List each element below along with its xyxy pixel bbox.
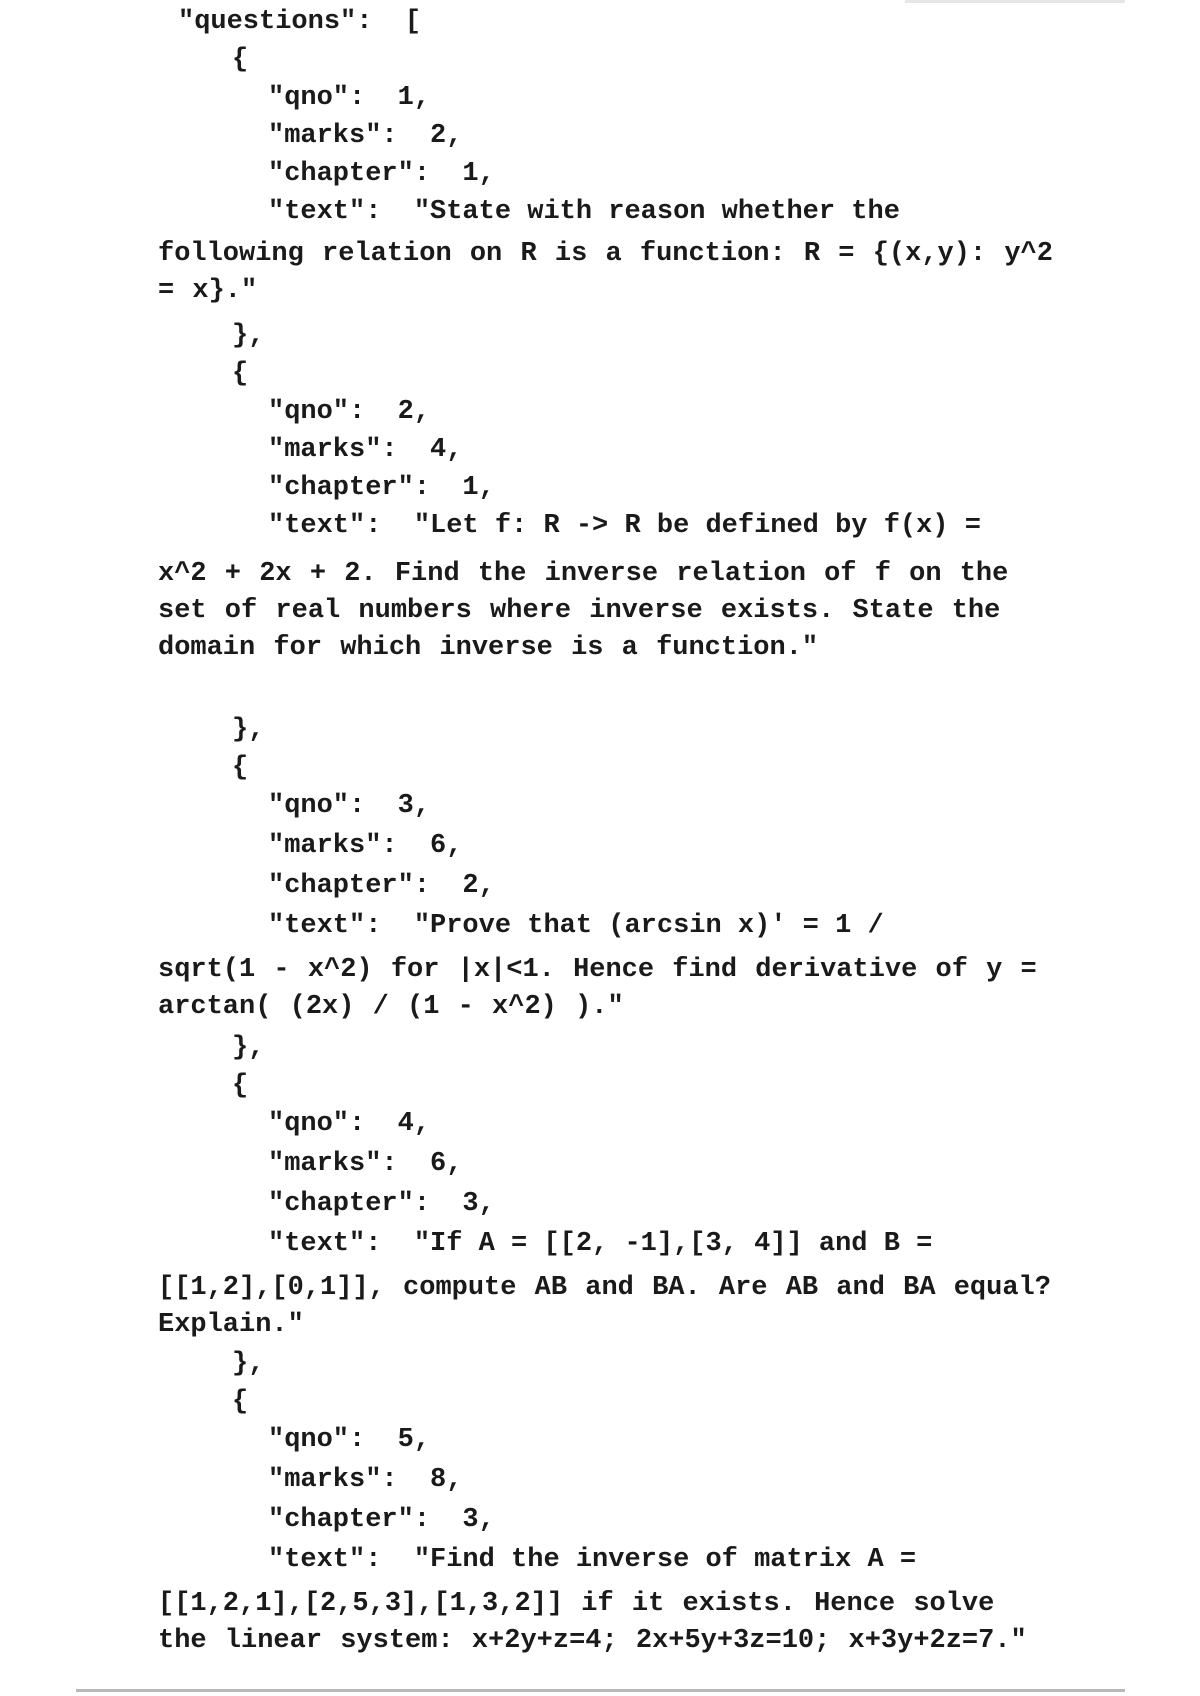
question-text: following relation on R is a function: R = {(x,y): y^2 = x}." bbox=[158, 239, 1053, 306]
marks-line: "marks": 6, bbox=[268, 1149, 463, 1179]
question-text: [[1,2],[0,1]], compute AB and BA. Are AB and BA equal? Explain." bbox=[158, 1273, 1051, 1340]
text-line-start: "text": "Prove that (arcsin x)' = 1 / bbox=[268, 911, 884, 941]
chapter-line: "chapter": 3, bbox=[268, 1505, 495, 1535]
text-line-start: "text": "State with reason whether the bbox=[268, 197, 900, 227]
qno-line: "qno": 1, bbox=[268, 83, 431, 113]
chapter-line: "chapter": 2, bbox=[268, 871, 495, 901]
close-brace: }, bbox=[232, 1033, 265, 1063]
question-text: [[1,2,1],[2,5,3],[1,3,2]] if it exists. Hence solve the linear system: x+2y+z=4; 2x+5y+3z=10; x+3y+2z=7." bbox=[158, 1589, 1027, 1656]
question-text: sqrt(1 - x^2) for |x|<1. Hence find derivative of y = arctan( (2x) / (1 - x^2) )." bbox=[158, 955, 1037, 1022]
qno-line: "qno": 5, bbox=[268, 1425, 431, 1455]
text-line-start: "text": "Let f: R -> R be defined by f(x) = bbox=[268, 511, 981, 541]
qno-line: "qno": 2, bbox=[268, 397, 431, 427]
close-brace: }, bbox=[232, 715, 265, 745]
qno-line: "qno": 4, bbox=[268, 1109, 431, 1139]
chapter-line: "chapter": 3, bbox=[268, 1189, 495, 1219]
questions-header: "questions": [ bbox=[178, 7, 422, 37]
open-brace: { bbox=[232, 1387, 249, 1417]
qno-line: "qno": 3, bbox=[268, 791, 431, 821]
close-brace: }, bbox=[232, 321, 265, 351]
marks-line: "marks": 8, bbox=[268, 1465, 463, 1495]
open-brace: { bbox=[232, 45, 249, 75]
open-brace: { bbox=[232, 753, 249, 783]
chapter-line: "chapter": 1, bbox=[268, 159, 495, 189]
marks-line: "marks": 4, bbox=[268, 435, 463, 465]
text-line-start: "text": "If A = [[2, -1],[3, 4]] and B = bbox=[268, 1229, 933, 1259]
text-line-start: "text": "Find the inverse of matrix A = bbox=[268, 1545, 917, 1575]
chapter-line: "chapter": 1, bbox=[268, 473, 495, 503]
open-brace: { bbox=[232, 1071, 249, 1101]
marks-line: "marks": 6, bbox=[268, 831, 463, 861]
top-divider bbox=[905, 0, 1125, 3]
question-text: x^2 + 2x + 2. Find the inverse relation of f on the set of real numbers where inverse exists. State the domain for which inverse is a function." bbox=[158, 559, 1009, 663]
close-brace: }, bbox=[232, 1349, 265, 1379]
open-brace: { bbox=[232, 359, 249, 389]
marks-line: "marks": 2, bbox=[268, 121, 463, 151]
bottom-divider bbox=[76, 1689, 1125, 1692]
